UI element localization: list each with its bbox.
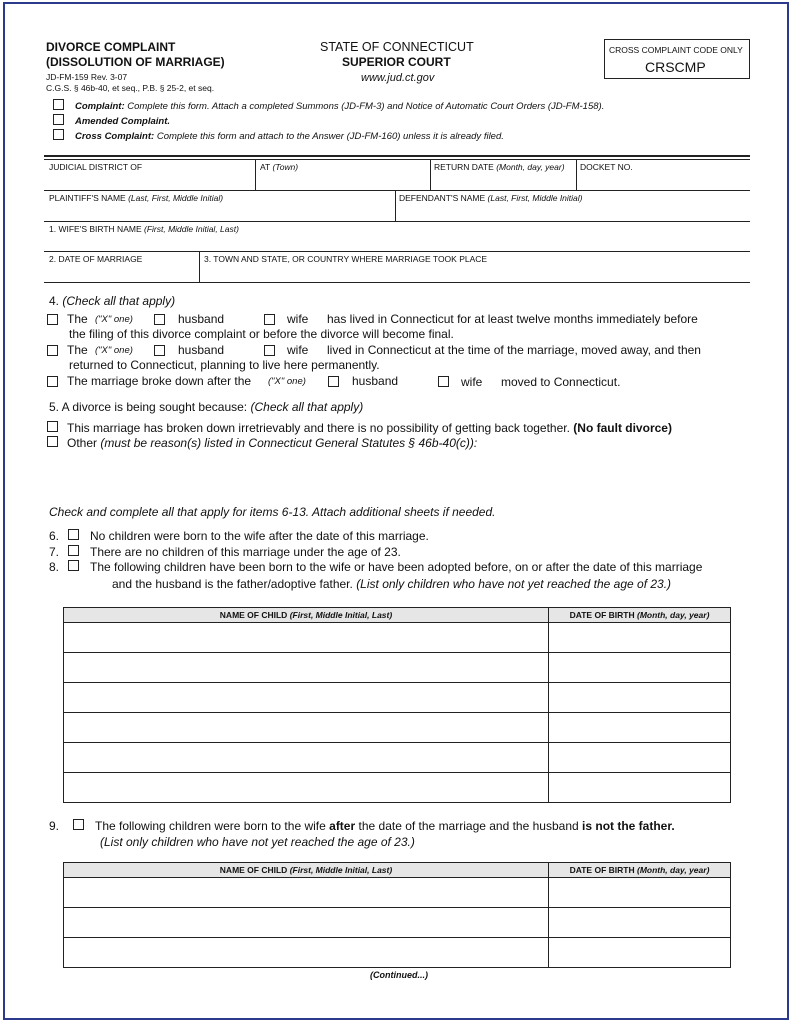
item4-x-one: ("X" one): [268, 376, 306, 387]
item5-heading: 5. A divorce is being sought because: (Check all that apply): [49, 400, 364, 414]
column-header-name: NAME OF CHILD (First, Middle Initial, Last): [64, 863, 549, 878]
no-fault-checkbox[interactable]: [47, 421, 58, 432]
item4-husband-label: husband: [178, 312, 225, 326]
cross-complaint-text: Complete this form and attach to the Answer (JD-FM-160) unless it is already filed.: [156, 131, 504, 142]
complaint-checkbox[interactable]: [53, 99, 64, 110]
item4-option2-continued: returned to Connecticut, planning to live here permanently.: [69, 358, 380, 372]
marriage-place-label: 3. TOWN AND STATE, OR COUNTRY WHERE MARRIAGE TOOK PLACE: [204, 254, 488, 264]
wife-birth-name-field[interactable]: [45, 234, 748, 250]
item9-number: 9.: [49, 819, 60, 833]
form-title: DIVORCE COMPLAINT: [46, 40, 176, 54]
item4-option1-text: has lived in Connecticut for at least twelve months immediately before: [327, 312, 698, 326]
children-table-2: [63, 862, 731, 968]
item4-x-one: ("X" one): [95, 314, 133, 325]
return-date-label: RETURN DATE (Month, day, year): [434, 162, 565, 172]
item6-number: 6.: [49, 529, 60, 543]
plaintiff-field[interactable]: [45, 203, 393, 220]
cross-complaint-option: [75, 131, 504, 142]
child-name-cell[interactable]: [64, 623, 549, 653]
child-name-cell[interactable]: [64, 878, 549, 908]
child-name-cell[interactable]: [64, 683, 549, 713]
item4-the: The: [67, 343, 88, 357]
item4-heading: 4. (Check all that apply): [49, 294, 176, 308]
grid-divider: [395, 190, 396, 221]
child-name-cell[interactable]: [64, 773, 549, 803]
item7-number: 7.: [49, 545, 60, 559]
plaintiff-label: PLAINTIFF'S NAME (Last, First, Middle Initial): [49, 193, 224, 203]
amended-complaint-label: Amended Complaint.: [75, 116, 171, 127]
item8-text: The following children have been born to the wife or have been adopted before, on or after the date of this marriage: [90, 560, 703, 574]
grid-divider: [199, 251, 200, 282]
item4-option1-continued: the filing of this divorce complaint or before the divorce will become final.: [69, 327, 454, 341]
date-of-marriage-label: 2. DATE OF MARRIAGE: [49, 254, 143, 264]
child-dob-cell[interactable]: [549, 623, 731, 653]
item4-wife-label: wife: [287, 312, 309, 326]
item6-text: No children were born to the wife after the date of this marriage.: [90, 529, 429, 543]
docket-field[interactable]: [578, 172, 748, 189]
amended-complaint-checkbox[interactable]: [53, 114, 64, 125]
child-name-cell[interactable]: [64, 713, 549, 743]
cross-complaint-label: Cross Complaint:: [75, 131, 155, 142]
item4-husband-checkbox[interactable]: [154, 345, 165, 356]
town-field[interactable]: [257, 172, 428, 189]
child-dob-cell[interactable]: [549, 653, 731, 683]
court-name: SUPERIOR COURT: [342, 55, 451, 69]
other-reason-field[interactable]: [67, 452, 747, 492]
judicial-district-label: JUDICIAL DISTRICT OF: [49, 162, 143, 172]
item8-text-continued: and the husband is the father/adoptive father. (List only children who have not yet reached the age of 23.): [112, 577, 672, 591]
other-reason-checkbox[interactable]: [47, 436, 58, 447]
item4-husband-checkbox[interactable]: [154, 314, 165, 325]
item4-wife-checkbox[interactable]: [438, 376, 449, 387]
grid-rule: [44, 190, 750, 191]
cross-complaint-code-box: [604, 39, 750, 79]
complaint-label: Complaint:: [75, 101, 125, 112]
item8-checkbox[interactable]: [68, 560, 79, 571]
item4-option3-checkbox[interactable]: [47, 376, 58, 387]
item4-option2-text: lived in Connecticut at the time of the marriage, moved away, and then: [327, 343, 701, 357]
grid-divider: [255, 159, 256, 190]
item9-text: The following children were born to the wife after the date of the marriage and the husband is not the father.: [95, 819, 675, 833]
item4-option1-checkbox[interactable]: [47, 314, 58, 325]
children-table-1: [63, 607, 731, 803]
item9-note: (List only children who have not yet reached the age of 23.): [100, 835, 415, 849]
defendant-label: DEFENDANT'S NAME (Last, First, Middle Initial): [399, 193, 583, 203]
grid-rule: [44, 221, 750, 222]
judicial-district-field[interactable]: [45, 172, 253, 189]
child-name-cell[interactable]: [64, 653, 549, 683]
marriage-place-field[interactable]: [201, 264, 748, 281]
item4-option3-rest: moved to Connecticut.: [501, 375, 621, 389]
child-dob-cell[interactable]: [549, 938, 731, 968]
defendant-field[interactable]: [397, 203, 748, 220]
child-name-cell[interactable]: [64, 908, 549, 938]
town-label: AT (Town): [260, 162, 299, 172]
continued-note: (Continued...): [370, 970, 428, 980]
item6-checkbox[interactable]: [68, 529, 79, 540]
grid-divider: [430, 159, 431, 190]
item8-number: 8.: [49, 560, 60, 574]
wife-birth-name-label: 1. WIFE'S BIRTH NAME (First, Middle Initial, Last): [49, 224, 239, 234]
child-dob-cell[interactable]: [549, 743, 731, 773]
docket-label: DOCKET NO.: [580, 162, 633, 172]
child-dob-cell[interactable]: [549, 878, 731, 908]
instructions: Check and complete all that apply for items 6-13. Attach additional sheets if needed.: [49, 505, 496, 519]
date-of-marriage-field[interactable]: [45, 264, 197, 281]
item4-x-one: ("X" one): [95, 345, 133, 356]
item4-the: The: [67, 312, 88, 326]
child-name-cell[interactable]: [64, 743, 549, 773]
grid-top-rule: [44, 155, 750, 157]
complaint-option: [75, 101, 604, 112]
no-fault-text: This marriage has broken down irretrievably and there is no possibility of getting back together. (No fault divorce): [67, 421, 672, 435]
grid-rule: [44, 251, 750, 252]
cross-complaint-checkbox[interactable]: [53, 129, 64, 140]
column-header-dob: DATE OF BIRTH (Month, day, year): [549, 608, 731, 623]
child-dob-cell[interactable]: [549, 683, 731, 713]
item4-wife-checkbox[interactable]: [264, 314, 275, 325]
item4-husband-label: husband: [178, 343, 225, 357]
item4-option2-checkbox[interactable]: [47, 345, 58, 356]
item4-wife-label: wife: [461, 375, 483, 389]
item4-husband-checkbox[interactable]: [328, 376, 339, 387]
item4-husband-label: husband: [352, 374, 399, 388]
grid-rule: [44, 282, 750, 283]
code-label: CROSS COMPLAINT CODE ONLY: [609, 45, 743, 55]
statutes: C.G.S. § 46b-40, et seq., P.B. § 25-2, et seq.: [46, 83, 215, 93]
grid-rule: [44, 159, 750, 160]
item7-text: There are no children of this marriage under the age of 23.: [90, 545, 401, 559]
other-reason-text: Other (must be reason(s) listed in Connecticut General Statutes § 46b-40(c)):: [67, 436, 478, 450]
state-name: STATE OF CONNECTICUT: [320, 40, 474, 54]
item4-option3-text: The marriage broke down after the: [67, 374, 252, 388]
grid-divider: [576, 159, 577, 190]
website: www.jud.ct.gov: [361, 72, 435, 84]
child-name-cell[interactable]: [64, 938, 549, 968]
complaint-text: Complete this form. Attach a completed Summons (JD-FM-3) and Notice of Automatic Court Orders (JD-FM-158).: [127, 101, 605, 112]
child-dob-cell[interactable]: [549, 773, 731, 803]
return-date-field[interactable]: [432, 172, 574, 189]
item7-checkbox[interactable]: [68, 545, 79, 556]
item9-checkbox[interactable]: [73, 819, 84, 830]
form-number: JD-FM-159 Rev. 3-07: [46, 72, 128, 82]
child-dob-cell[interactable]: [549, 908, 731, 938]
code-value: CRSCMP: [645, 59, 706, 75]
item4-wife-label: wife: [287, 343, 309, 357]
child-dob-cell[interactable]: [549, 713, 731, 743]
column-header-name: NAME OF CHILD (First, Middle Initial, Last): [64, 608, 549, 623]
item4-wife-checkbox[interactable]: [264, 345, 275, 356]
form-subtitle: (DISSOLUTION OF MARRIAGE): [46, 55, 225, 69]
column-header-dob: DATE OF BIRTH (Month, day, year): [549, 863, 731, 878]
